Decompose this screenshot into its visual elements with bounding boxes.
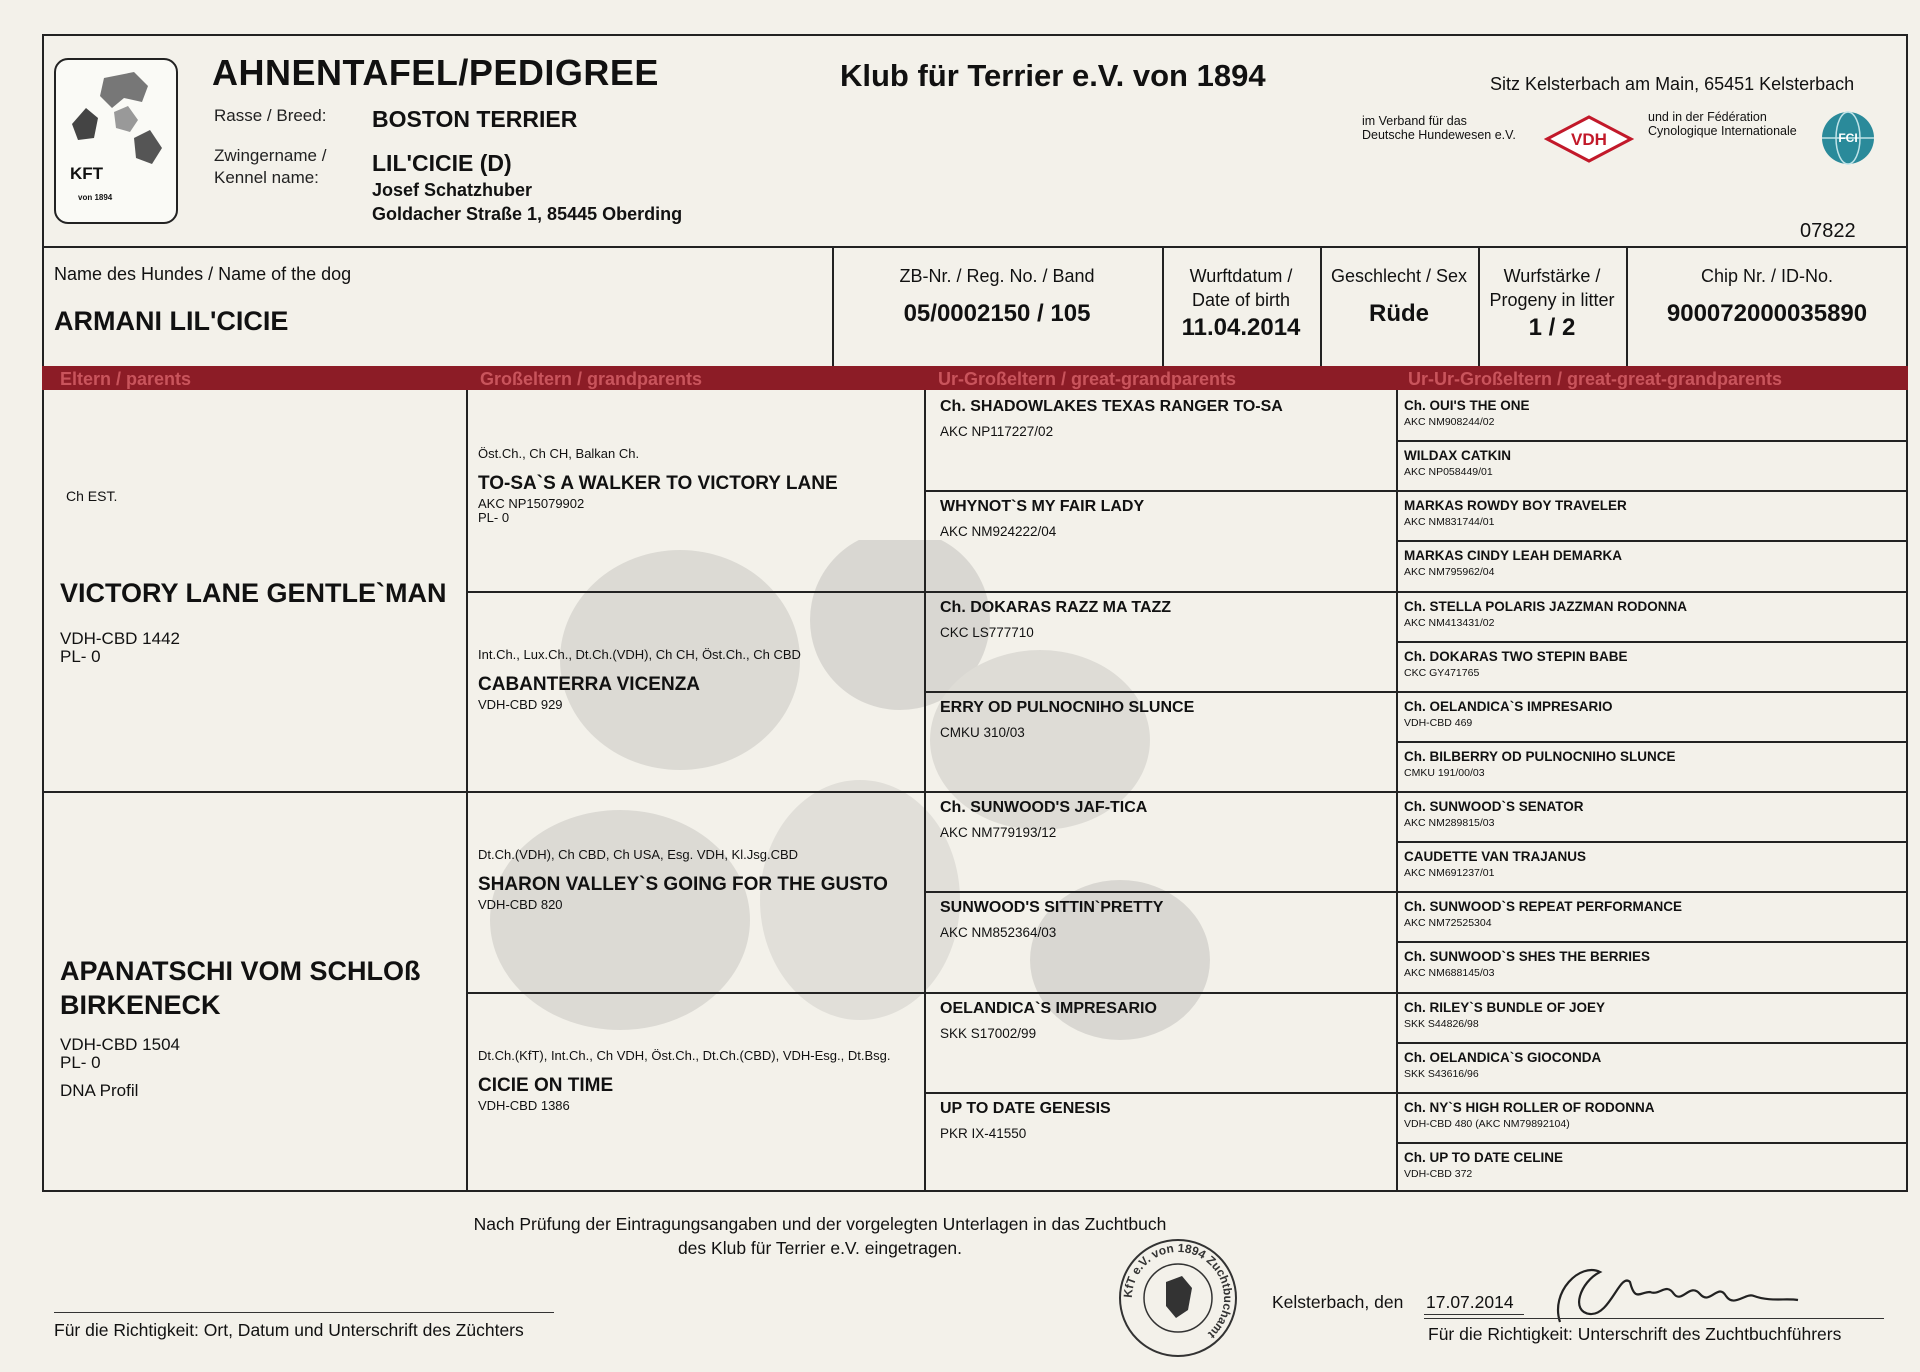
great-great-grandparent-reg: AKC NM72525304 (1404, 917, 1492, 930)
great-great-grandparent-reg: AKC NP058449/01 (1404, 466, 1493, 479)
great-great-grandparent-name: Ch. OELANDICA`S GIOCONDA (1404, 1049, 1602, 1065)
great-great-grandparent-cell (1404, 1150, 1904, 1180)
grandparent-cell (478, 847, 918, 912)
chip-value: 900072000035890 (1666, 300, 1868, 327)
great-great-grandparent-name: Ch. UP TO DATE CELINE (1404, 1149, 1564, 1165)
great-grandparent-name: Ch. DOKARAS RAZZ MA TAZZ (940, 598, 1172, 616)
grid-line (1396, 641, 1908, 643)
document-title: AHNENTAFEL/PEDIGREE (212, 52, 659, 93)
grandparent-titles: Dt.Ch.(VDH), Ch CBD, Ch USA, Esg. VDH, Kl.Jsg.CBD (478, 847, 799, 862)
great-grandparent-cell (940, 1100, 1390, 1141)
chip-cell (1628, 248, 1906, 366)
great-great-grandparent-name: Ch. SUNWOOD`S SHES THE BERRIES (1404, 949, 1651, 965)
great-grandparent-cell (940, 899, 1390, 940)
grid-line (1396, 440, 1908, 442)
official-signature (1540, 1252, 1800, 1332)
grandparent-name: TO-SA`S A WALKER TO VICTORY LANE (478, 473, 838, 494)
great-grandparent-reg: CKC LS777710 (940, 624, 1034, 640)
great-great-grandparent-name: Ch. STELLA POLARIS JAZZMAN RODONNA (1404, 598, 1687, 614)
great-great-grandparent-reg: AKC NM691237/01 (1404, 867, 1495, 880)
document-number: 07822 (1800, 220, 1856, 242)
great-great-grandparent-cell (1404, 849, 1904, 879)
great-great-grandparent-reg: AKC NM795962/04 (1404, 566, 1495, 579)
dam-dna: DNA Profil (60, 1081, 139, 1100)
great-grandparent-reg: CMKU 310/03 (940, 724, 1025, 740)
great-great-grandparent-reg: CMKU 191/00/03 (1404, 766, 1485, 779)
great-grandparent-reg: AKC NP117227/02 (940, 424, 1054, 439)
grandparent-cell (478, 647, 918, 712)
gen-label-great-grandparents: Ur-Großeltern / great-grandparents (938, 369, 1237, 389)
dob-label-1: Wurftdatum / (1189, 266, 1293, 286)
great-grandparent-cell (940, 699, 1390, 740)
grandparent-name: CABANTERRA VICENZA (478, 673, 701, 695)
great-great-grandparent-reg: AKC NM908244/02 (1404, 416, 1495, 428)
grid-line (1396, 841, 1908, 843)
grid-line (1396, 891, 1908, 893)
grid-line (42, 791, 466, 793)
grandparent-reg: VDH-CBD 929 (478, 696, 563, 712)
dam-reg: VDH-CBD 1504 (60, 1035, 180, 1054)
great-great-grandparent-reg: VDH-CBD 469 (1404, 716, 1473, 729)
great-great-grandparent-cell (1404, 749, 1904, 779)
grid-line (1396, 691, 1908, 693)
great-great-grandparent-name: Ch. OUI'S THE ONE (1404, 398, 1530, 413)
great-grandparent-reg: AKC NM779193/12 (940, 825, 1057, 840)
fci-logo-text: FCI (1838, 131, 1858, 145)
great-great-grandparent-cell (1404, 1000, 1904, 1030)
reg-value: 05/0002150 / 105 (903, 300, 1091, 327)
grid-line (924, 490, 1396, 492)
vdh-logo (1544, 114, 1634, 169)
note-line-1: Nach Prüfung der Eintragungsangaben und der vorgelegten Unterlagen in das Zuchtbuch (473, 1214, 1167, 1234)
great-great-grandparent-cell (1404, 548, 1904, 578)
note-line-2: des Klub für Terrier e.V. eingetragen. (677, 1238, 963, 1258)
great-great-grandparent-name: Ch. BILBERRY OD PULNOCNIHO SLUNCE (1404, 748, 1676, 764)
grandparent-name: SHARON VALLEY`S GOING FOR THE GUSTO (478, 874, 888, 895)
sire-titles: Ch EST. (66, 488, 118, 504)
dam (60, 954, 470, 1100)
gen-label-parents: Eltern / parents (60, 369, 192, 389)
vdh-text-line-2: Deutsche Hundewesen e.V. (1362, 128, 1516, 142)
breeder-address: Goldacher Straße 1, 85445 Oberding (372, 204, 683, 224)
fci-text-line-1: und in der Fédération (1648, 110, 1767, 124)
great-great-grandparent-cell (1404, 949, 1904, 979)
grid-line (1396, 1142, 1908, 1144)
reg-label: ZB-Nr. / Reg. No. / Band (899, 266, 1095, 286)
kennel-name: LIL'CICIE (D) (372, 150, 512, 176)
kennel-label-de: Zwingername / (214, 146, 327, 165)
sire-details (60, 576, 470, 666)
gen-label-great-great-grandparents: Ur-Ur-Großeltern / great-great-grandparents (1408, 369, 1783, 389)
grandparent-titles: Öst.Ch., Ch CH, Balkan Ch. (478, 446, 640, 461)
terrier-heads-icon (64, 68, 170, 178)
great-great-grandparent-name: MARKAS ROWDY BOY TRAVELER (1404, 498, 1627, 514)
great-grandparent-name: Ch. SHADOWLAKES TEXAS RANGER TO-SA (940, 398, 1283, 415)
dog-name-label: Name des Hundes / Name of the dog (54, 264, 352, 284)
great-grandparent-reg: PKR IX-41550 (940, 1125, 1027, 1141)
great-great-grandparent-name: Ch. SUNWOOD`S SENATOR (1404, 799, 1584, 814)
grid-line (924, 791, 1396, 793)
dob-value: 11.04.2014 (1181, 314, 1301, 341)
great-great-grandparent-reg: AKC NM831744/01 (1404, 516, 1495, 529)
great-great-grandparent-reg: AKC NM688145/03 (1404, 967, 1495, 980)
grid-line (466, 791, 924, 793)
sex-value: Rüde (1369, 300, 1429, 327)
grid-line (924, 992, 1396, 994)
sire-name: VICTORY LANE GENTLE`MAN (60, 578, 447, 608)
grandparent-titles: Dt.Ch.(KfT), Int.Ch., Ch VDH, Öst.Ch., Dt.Ch.(CBD), VDH-Esg., Dt.Bsg. (478, 1047, 891, 1063)
great-great-grandparent-cell (1404, 498, 1904, 528)
great-great-grandparent-cell (1404, 599, 1904, 629)
grid-line (1396, 992, 1908, 994)
great-great-grandparent-cell (1404, 398, 1904, 428)
sex-cell (1322, 248, 1476, 366)
grid-line (466, 992, 924, 994)
grid-line (924, 591, 1396, 593)
great-great-grandparent-name: WILDAX CATKIN (1404, 448, 1511, 464)
breeder-name: Josef Schatzhuber (372, 180, 533, 200)
vdh-diamond-icon (1544, 114, 1634, 164)
grid-line (1396, 791, 1908, 793)
litter-value: 1 / 2 (1528, 314, 1576, 341)
litter-label-2: Progeny in litter (1489, 290, 1615, 310)
grandparent-pl: PL- 0 (478, 510, 510, 525)
kennel-label-en: Kennel name: (214, 168, 319, 187)
great-grandparent-reg: AKC NM924222/04 (940, 524, 1057, 540)
grid-line (466, 591, 924, 593)
grandparent-titles: Int.Ch., Lux.Ch., Dt.Ch.(VDH), Ch CH, Öst.Ch., Ch CBD (478, 646, 801, 662)
kft-logo-year: von 1894 (78, 193, 113, 202)
sire-pl: PL- 0 (60, 647, 101, 666)
fci-logo (1820, 110, 1876, 171)
great-grandparent-name: WHYNOT`S MY FAIR LADY (940, 498, 1145, 516)
great-grandparent-name: Ch. SUNWOOD'S JAF-TICA (940, 799, 1148, 816)
dob-label-2: Date of birth (1191, 290, 1291, 310)
grid-line (924, 691, 1396, 693)
grid-line (1396, 741, 1908, 743)
grid-line (1396, 540, 1908, 542)
club-name: Klub für Terrier e.V. von 1894 (840, 58, 1266, 93)
great-great-grandparent-name: Ch. DOKARAS TWO STEPIN BABE (1404, 648, 1628, 664)
great-great-grandparent-reg: VDH-CBD 372 (1404, 1167, 1473, 1180)
grandparent-cell (478, 1048, 918, 1113)
great-grandparent-name: OELANDICA`S IMPRESARIO (940, 999, 1157, 1017)
grid-line (1396, 1042, 1908, 1044)
great-great-grandparent-name: Ch. RILEY`S BUNDLE OF JOEY (1404, 999, 1606, 1015)
vdh-text-line-1: im Verband für das (1362, 114, 1467, 128)
club-seat: Sitz Kelsterbach am Main, 65451 Kelsterbach (1490, 74, 1855, 94)
signing-date: 17.07.2014 (1426, 1292, 1514, 1312)
grid-line (924, 1092, 1396, 1094)
dog-info-row (42, 246, 1908, 368)
gen-label-grandparents: Großeltern / grandparents (480, 369, 703, 389)
great-grandparent-name: ERRY OD PULNOCNIHO SLUNCE (940, 698, 1195, 716)
litter-cell (1480, 248, 1624, 366)
great-great-grandparent-cell (1404, 899, 1904, 929)
grid-line (924, 891, 1396, 893)
grid-line (1396, 591, 1908, 593)
grandparent-reg: AKC NP15079902 (478, 496, 585, 511)
sire-reg: VDH-CBD 1442 (60, 629, 180, 648)
grid-line (1396, 941, 1908, 943)
great-great-grandparent-cell (1404, 799, 1904, 829)
registrar-signature-label: Für die Richtigkeit: Unterschrift des Zuchtbuchführers (1428, 1324, 1842, 1344)
grandparent-reg: VDH-CBD 1386 (478, 1097, 570, 1113)
great-great-grandparent-cell (1404, 699, 1904, 729)
dam-name-line-1: APANATSCHI VOM SCHLOß (60, 956, 421, 986)
vdh-logo-text: VDH (1571, 130, 1607, 149)
great-grandparent-cell (940, 799, 1390, 840)
sex-label: Geschlecht / Sex (1330, 266, 1468, 286)
grid-line (1396, 490, 1908, 492)
great-grandparent-reg: SKK S17002/99 (940, 1025, 1037, 1041)
registration-note (440, 1212, 1200, 1260)
great-great-grandparent-cell (1404, 649, 1904, 679)
great-great-grandparent-reg: VDH-CBD 480 (AKC NM79892104) (1404, 1117, 1570, 1130)
great-great-grandparent-reg: SKK S44826/98 (1404, 1017, 1479, 1030)
breed-label: Rasse / Breed: (214, 106, 327, 125)
club-seal-stamp (1116, 1236, 1240, 1365)
signing-place: Kelsterbach, den (1272, 1292, 1404, 1312)
grandparent-reg: VDH-CBD 820 (478, 897, 563, 912)
seal-text: KfT e.V. von 1894 Zuchtbuchamt (1120, 1240, 1236, 1342)
great-grandparent-cell (940, 599, 1390, 640)
dog-name: ARMANI LIL'CICIE (54, 306, 289, 336)
great-great-grandparent-name: Ch. NY`S HIGH ROLLER OF RODONNA (1404, 1099, 1655, 1115)
great-great-grandparent-name: MARKAS CINDY LEAH DEMARKA (1404, 548, 1623, 564)
great-grandparent-reg: AKC NM852364/03 (940, 925, 1057, 941)
grandparent-cell (478, 446, 918, 525)
great-great-grandparent-cell (1404, 448, 1904, 478)
fci-text-line-2: Cynologique Internationale (1648, 124, 1797, 138)
great-grandparent-name: SUNWOOD'S SITTIN`PRETTY (940, 899, 1164, 917)
breed-value: BOSTON TERRIER (372, 106, 578, 132)
great-great-grandparent-reg: CKC GY471765 (1404, 666, 1480, 679)
great-great-grandparent-reg: AKC NM289815/03 (1404, 817, 1495, 829)
great-great-grandparent-name: CAUDETTE VAN TRAJANUS (1404, 849, 1587, 865)
seal-icon (1116, 1236, 1240, 1360)
great-great-grandparent-cell (1404, 1050, 1904, 1080)
great-grandparent-name: UP TO DATE GENESIS (940, 1099, 1111, 1117)
fci-globe-icon (1820, 110, 1876, 166)
dam-pl: PL- 0 (60, 1053, 101, 1072)
breeder-signature-label: Für die Richtigkeit: Ort, Datum und Unterschrift des Züchters (54, 1320, 524, 1340)
fci-membership-text (1648, 110, 1797, 138)
chip-label: Chip Nr. / ID-No. (1700, 266, 1834, 286)
grandparent-name: CICIE ON TIME (478, 1074, 614, 1096)
great-great-grandparent-name: Ch. SUNWOOD`S REPEAT PERFORMANCE (1404, 899, 1683, 915)
dob-cell (1164, 248, 1318, 366)
great-great-grandparent-cell (1404, 1100, 1904, 1130)
vdh-membership-text (1362, 114, 1516, 142)
great-great-grandparent-reg: AKC NM413431/02 (1404, 616, 1495, 629)
litter-label-1: Wurfstärke / (1503, 266, 1601, 286)
generation-header-bar (42, 366, 1908, 390)
sire (66, 488, 117, 504)
dam-name-line-2: BIRKENECK (60, 990, 221, 1020)
great-grandparent-cell (940, 398, 1390, 439)
great-great-grandparent-name: Ch. OELANDICA`S IMPRESARIO (1404, 698, 1613, 714)
reg-cell (834, 248, 1160, 366)
great-grandparent-cell (940, 1000, 1390, 1041)
kft-logo (54, 58, 178, 224)
kft-logo-text: KFT (70, 164, 104, 183)
grid-line (1396, 1092, 1908, 1094)
great-grandparent-cell (940, 498, 1390, 539)
great-great-grandparent-reg: SKK S43616/96 (1404, 1067, 1479, 1080)
